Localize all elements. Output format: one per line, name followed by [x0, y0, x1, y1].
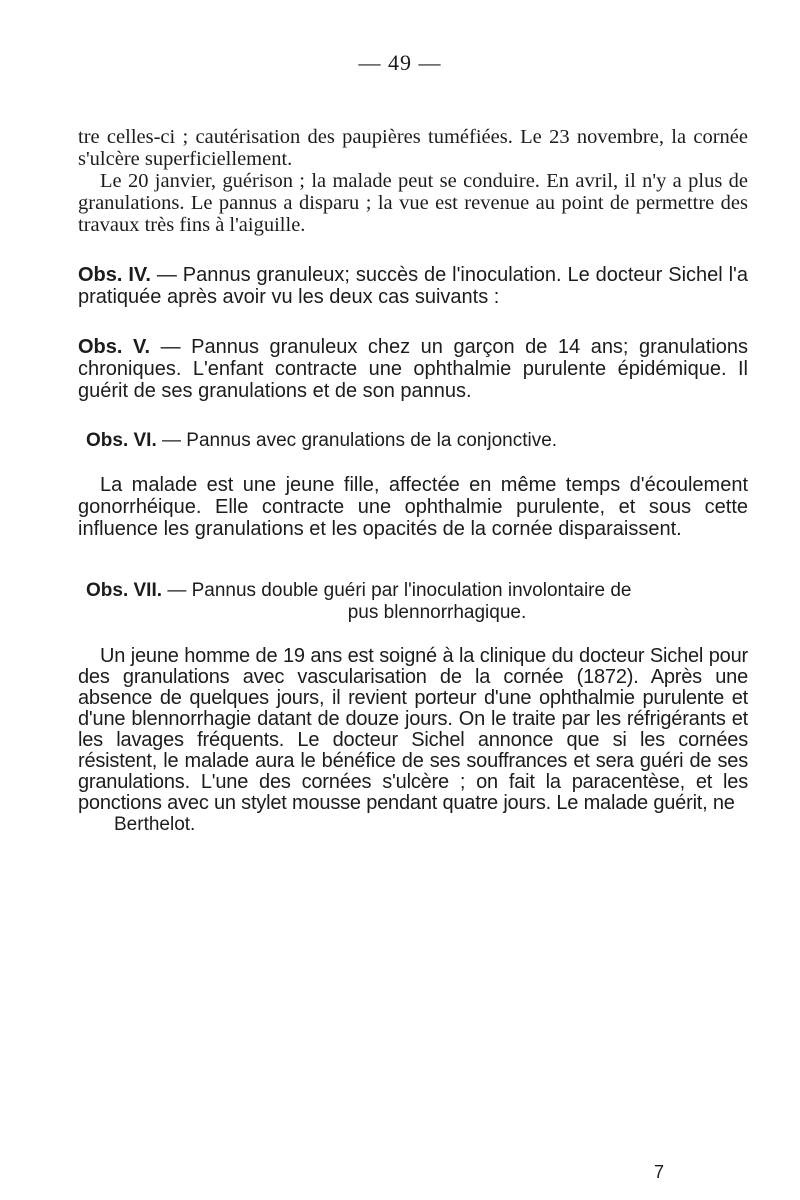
spacer	[78, 452, 748, 474]
observation-6-text: — Pannus avec granulations de la conjonctive.	[156, 430, 558, 451]
observation-7-label: Obs. VII.	[86, 580, 163, 601]
observation-5-text: — Pannus granuleux chez un garçon de 14 ans; granulations chroniques. L'enfant contracte une ophthalmie purulente épidémique. Il guérit de ses granulations et de son pannus.	[78, 336, 748, 402]
spacer	[78, 540, 748, 580]
observation-5	[78, 336, 748, 402]
observation-5-label: Obs. V.	[78, 336, 151, 358]
spacer	[78, 308, 748, 336]
page-number: — 49 —	[358, 50, 442, 75]
observation-7-text-cont: pus blennorrhagique.	[347, 602, 527, 623]
signature-berthelot: Berthelot.	[114, 814, 196, 835]
observation-4	[78, 264, 748, 308]
observation-4-text: — Pannus granuleux; succès de l'inoculation. Le docteur Sichel l'a pratiquée après avoir vu les deux cas suivants :	[78, 264, 748, 308]
observation-7-title	[78, 580, 748, 624]
observation-6-body: La malade est une jeune fille, affectée en même temps d'écoulement gonorrhéique. Elle contracte une ophthalmie purulente, et sous cette influence les granulations et les opacités de la cornée disparaissent.	[78, 474, 748, 540]
spacer	[78, 624, 748, 646]
spacer	[78, 402, 748, 430]
observation-6-title	[78, 430, 748, 452]
observation-7-text: — Pannus double guéri par l'inoculation involontaire de	[167, 580, 632, 601]
page-body	[78, 126, 748, 836]
observation-7-body: Un jeune homme de 19 ans est soigné à la clinique du docteur Sichel pour des granulations avec vascularisation de la cornée (1872). Après une absence de quelques jours, il revient porteur d'une ophthalmie purulente et d'une blennorrhagie datant de douze jours. On le traite par les réfrigérants et les lavages fréquents. Le docteur Sichel annonce que si les cornées résistent, le malade aura le bénéfice de ses souffrances et sera guéri de ses granulations. L'une des cornées s'ulcère ; on fait la paracentèse, et les ponctions avec un stylet mousse pendant quatre jours. Le malade guérit, ne	[78, 645, 748, 814]
observation-6-label: Obs. VI.	[86, 430, 157, 451]
spacer	[78, 236, 748, 264]
sheet-mark: 7	[654, 1162, 665, 1182]
paragraph-recovery: Le 20 janvier, guérison ; la malade peut se conduire. En avril, il n'y a plus de granulations. Le pannus a disparu ; la vue est revenue au point de permettre des travaux très fins à l'aiguille.	[78, 170, 748, 236]
paragraph-continuation: tre celles-ci ; cautérisation des paupières tuméfiées. Le 23 novembre, la cornée s'ulcère superficiellement.	[78, 126, 748, 170]
observation-4-label: Obs. IV.	[78, 264, 151, 286]
